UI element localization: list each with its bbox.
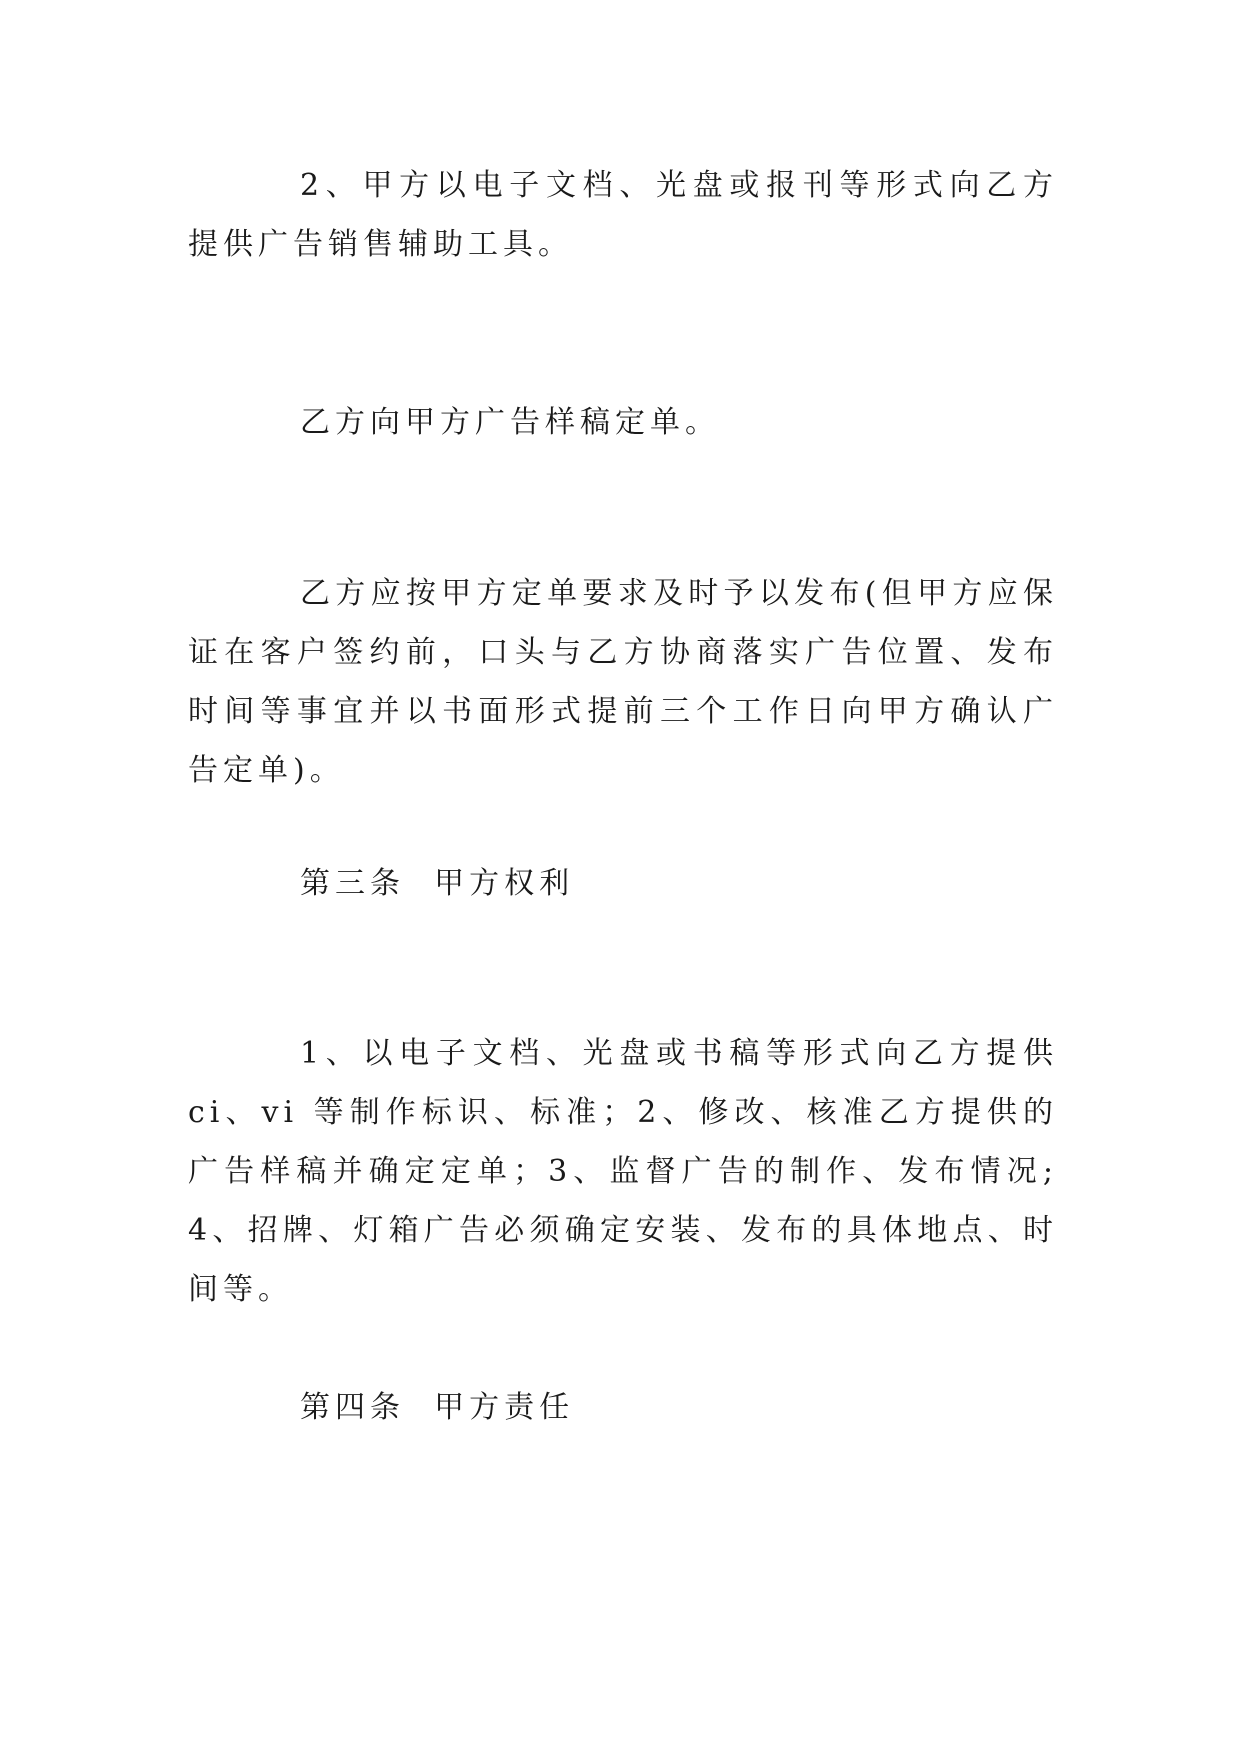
paragraph-party-a-rights: 1、以电子文档、光盘或书稿等形式向乙方提供 ci、vi 等制作标识、标准；2、修改、核准乙方提供的广告样稿并确定定单；3、监督广告的制作、发布情况;4、招牌、灯箱广告必须确定安装、发布的具体地点、时间等。 (188, 1036, 1058, 1307)
section-heading-party-a-responsibilities: 第四条 甲方责任 (300, 1390, 575, 1425)
section-heading-party-a-rights: 第三条 甲方权利 (300, 866, 575, 901)
paragraph-advertising-tools: 2、甲方以电子文档、光盘或报刊等形式向乙方提供广告销售辅助工具。 (188, 168, 1058, 262)
paragraph-sample-order: 乙方向甲方广告样稿定单。 (300, 405, 720, 440)
paragraph-publish-requirements: 乙方应按甲方定单要求及时予以发布(但甲方应保证在客户签约前，口头与乙方协商落实广告位置、发布时间等事宜并以书面形式提前三个工作日向甲方确认广告定单)。 (188, 576, 1058, 788)
